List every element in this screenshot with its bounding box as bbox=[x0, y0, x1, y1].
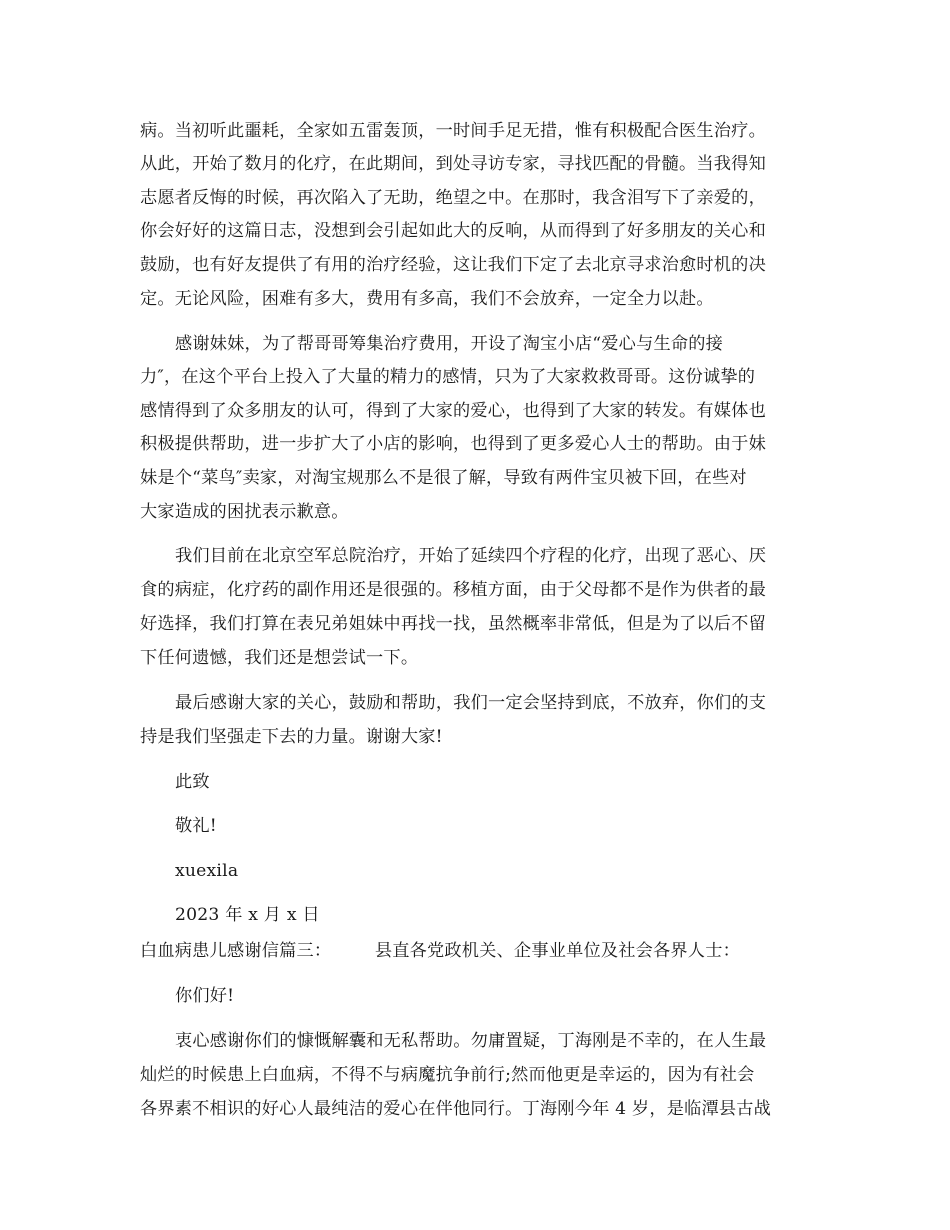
paragraph-line: 下任何遗憾，我们还是想尝试一下。 bbox=[140, 648, 419, 668]
paragraph-line: 病。当初听此噩耗，全家如五雷轰顶，一时间手足无措，惟有积极配合医生治疗。 bbox=[140, 121, 766, 141]
paragraph-line: 鼓励，也有好友提供了有用的治疗经验，这让我们下定了去北京寻求治愈时机的决 bbox=[140, 255, 766, 275]
section-heading: 白血病患儿感谢信篇三： 县直各党政机关、企事业单位及社会各界人士： bbox=[140, 941, 740, 961]
paragraph-line: 感情得到了众多朋友的认可，得到了大家的爱心，也得到了大家的转发。有媒体也 bbox=[140, 401, 766, 421]
paragraph-line: 灿烂的时候患上白血病，不得不与病魔抗争前行;然而他更是幸运的，因为有社会 bbox=[140, 1065, 755, 1085]
paragraph-line: 衷心感谢你们的慷慨解囊和无私帮助。勿庸置疑，丁海刚是不幸的，在人生最 bbox=[175, 1031, 767, 1051]
paragraph-line: 妹是个“菜鸟″卖家，对淘宝规那么不是很了解，导致有两件宝贝被下回，在些对 bbox=[140, 468, 747, 488]
paragraph-line: 定。无论风险，困难有多大，费用有多高，我们不会放弃，一定全力以赴。 bbox=[140, 289, 714, 309]
paragraph-line: 志愿者反悔的时候，再次陷入了无助，绝望之中。在那时，我含泪写下了亲爱的， bbox=[140, 188, 766, 208]
date-line: 2023 年 x 月 x 日 bbox=[175, 905, 320, 925]
paragraph-line: 力″，在这个平台上投入了大量的精力的感情，只为了大家救救哥哥。这份诚挚的 bbox=[140, 367, 756, 387]
closing-line: 敬礼! bbox=[175, 816, 217, 836]
paragraph-line: 各界素不相识的好心人最纯洁的爱心在伴他同行。丁海刚今年 4 岁，是临潭县古战 bbox=[140, 1099, 772, 1119]
paragraph-line: 食的病症，化疗药的副作用还是很强的。移植方面，由于父母都不是作为供者的最 bbox=[140, 580, 766, 600]
paragraph-line: 积极提供帮助，进一步扩大了小店的影响，也得到了更多爱心人士的帮助。由于妹 bbox=[140, 434, 766, 454]
closing-line: 此致 bbox=[175, 772, 210, 792]
paragraph-line: 感谢妹妹，为了帮哥哥筹集治疗费用，开设了淘宝小店“爱心与生命的接 bbox=[175, 334, 724, 354]
paragraph-line: 好选择，我们打算在表兄弟姐妹中再找一找，虽然概率非常低，但是为了以后不留 bbox=[140, 614, 766, 634]
paragraph-line: 从此，开始了数月的化疗，在此期间，到处寻访专家，寻找匹配的骨髓。当我得知 bbox=[140, 154, 766, 174]
paragraph-line: 你会好好的这篇日志，没想到会引起如此大的反响，从而得到了好多朋友的关心和 bbox=[140, 221, 766, 241]
paragraph-line: 持是我们坚强走下去的力量。谢谢大家! bbox=[140, 727, 443, 747]
greeting-line: 你们好! bbox=[175, 986, 235, 1006]
paragraph-line: 我们目前在北京空军总院治疗，开始了延续四个疗程的化疗，出现了恶心、厌 bbox=[175, 546, 767, 566]
signature-line: xuexila bbox=[175, 861, 239, 881]
paragraph-line: 大家造成的困扰表示歉意。 bbox=[140, 502, 349, 522]
paragraph-line: 最后感谢大家的关心，鼓励和帮助，我们一定会坚持到底，不放弃，你们的支 bbox=[175, 693, 767, 713]
